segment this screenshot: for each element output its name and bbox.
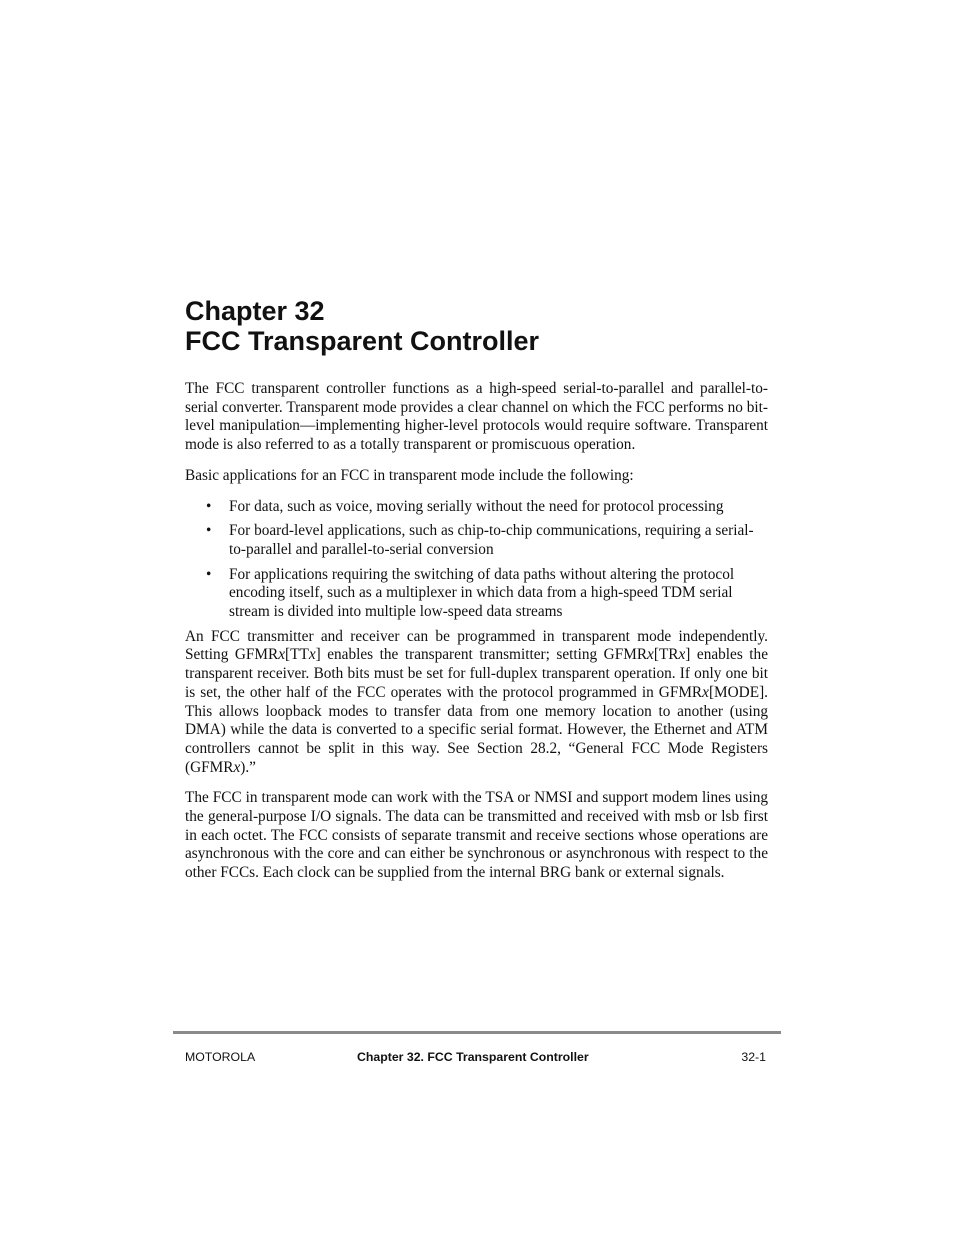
chapter-number: Chapter 32 <box>185 296 325 326</box>
text-run: ] enables the transparent transmitter; setting GFMR <box>315 646 648 664</box>
applications-lead-paragraph: Basic applications for an FCC in transparent mode include the following: <box>185 466 634 484</box>
footer-publisher: MOTOROLA <box>185 1050 256 1064</box>
list-item <box>185 522 768 559</box>
tsa-nmsi-paragraph: The FCC in transparent mode can work with the TSA or NMSI and support modem lines using the general-purpose I/O signals. The data can be transmitted and received with msb or lsb first in each octet. The FCC consists of separate transmit and receive sections whose operations are asynchronous with the core and can either be synchronous or asynchronous with respect to the other FCCs. Each clock can be supplied from the internal BRG bank or external signals. <box>185 789 768 882</box>
footer-page-number: 32-1 <box>741 1050 766 1064</box>
footer-divider <box>173 1031 781 1034</box>
chapter-body <box>185 380 768 895</box>
text-run: [MODE]. This allows loopback modes to transfer data from one memory location to another (using DMA) while the data is converted to a specific serial format. However, the Ethernet and ATM controllers cannot be split in this way. See Section 28.2, “General FCC Mode Registers (GFMR <box>185 683 768 776</box>
italic-variable: x <box>647 646 654 664</box>
footer-chapter-title: Chapter 32. FCC Transparent Controller <box>357 1050 589 1064</box>
list-item-text: For data, such as voice, moving serially without the need for protocol processing <box>229 497 724 515</box>
italic-variable: x <box>233 758 241 776</box>
list-item-text: For board-level applications, such as chip-to-chip communications, requiring a serial-to-parallel and parallel-to-serial conversion <box>229 522 754 558</box>
page-footer <box>185 1050 768 1066</box>
chapter-heading <box>185 296 785 356</box>
italic-variable: x <box>678 646 686 664</box>
list-item-text: For applications requiring the switching of data paths without altering the protocol encoding itself, such as a multiplexer in which data from a high-speed TDM serial stream is divided into multiple low-speed data streams <box>229 565 735 621</box>
applications-list <box>185 498 768 622</box>
transparent-mode-setup-paragraph <box>185 628 768 778</box>
text-run: ] enables the transparent receiver. Both bits must be set for full-duplex transparent operation. If only one bit is set, the other half of the FCC operates with the protocol programmed in GFMR <box>185 646 768 701</box>
italic-variable: x <box>278 646 286 664</box>
text-run: An FCC transmitter and receiver can be programmed in transparent mode independently. Setting GFMR <box>185 627 768 664</box>
bullet-icon: • <box>206 497 212 515</box>
intro-paragraph: The FCC transparent controller functions as a high-speed serial-to-parallel and parallel-to-serial converter. Transparent mode provides a clear channel on which the FCC performs no bit-level manipulation—implementing higher-level protocols would require software. Transparent mode is also referred to as a totally transparent or promiscuous operation. <box>185 380 768 454</box>
italic-variable: x <box>308 646 316 664</box>
text-run: [TR <box>653 646 679 664</box>
chapter-title: FCC Transparent Controller <box>185 326 540 356</box>
list-item <box>185 498 768 517</box>
text-run: ).” <box>240 758 256 776</box>
text-run: [TT <box>285 646 309 664</box>
italic-variable: x <box>702 683 709 701</box>
bullet-icon: • <box>206 565 212 583</box>
list-item <box>185 566 768 622</box>
bullet-icon: • <box>206 522 212 540</box>
